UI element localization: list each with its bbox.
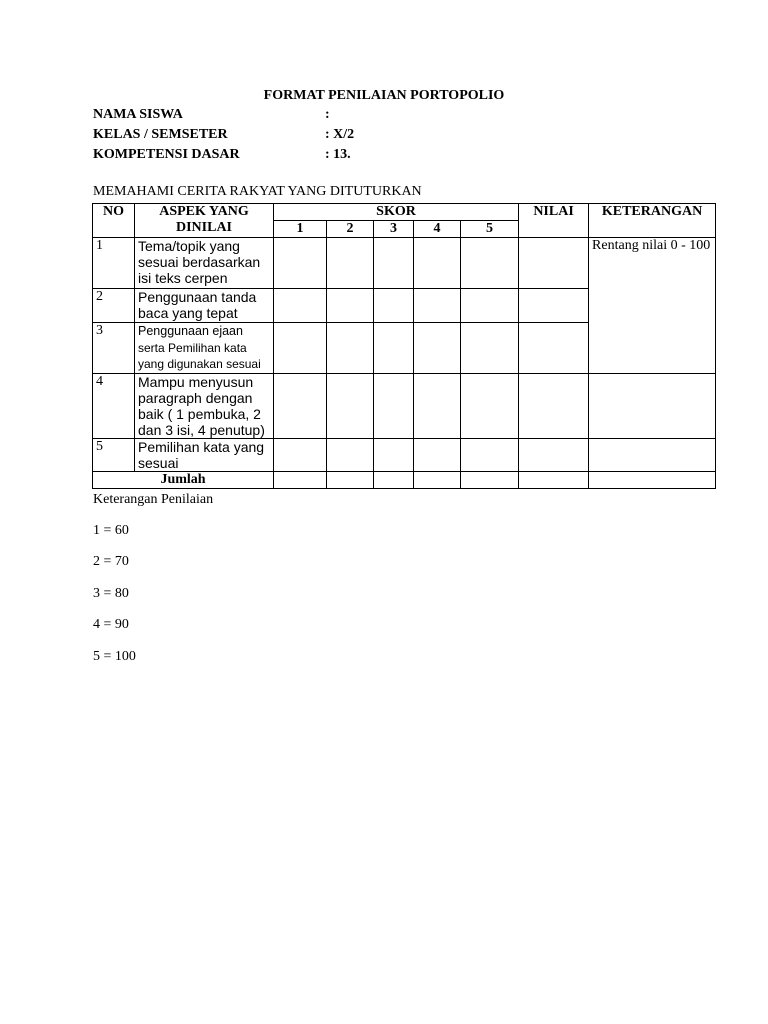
nilai-cell[interactable] <box>519 439 589 472</box>
info-label: KOMPETENSI DASAR <box>93 147 240 162</box>
score-cell[interactable] <box>414 323 461 374</box>
score-cell[interactable] <box>414 289 461 323</box>
score-cell[interactable] <box>327 374 374 439</box>
score-cell[interactable] <box>374 289 414 323</box>
row-aspek: Pemilihan kata yang sesuai <box>135 439 274 472</box>
jumlah-label: Jumlah <box>93 472 274 489</box>
row-aspek: Tema/topik yang sesuai berdasarkan isi teks cerpen <box>135 238 274 289</box>
score-cell[interactable] <box>327 238 374 289</box>
score-cell[interactable] <box>461 472 519 489</box>
header-nilai: NILAI <box>519 204 589 238</box>
score-cell[interactable] <box>374 439 414 472</box>
header-score-4: 4 <box>414 221 461 238</box>
score-cell[interactable] <box>461 323 519 374</box>
header-aspek <box>135 204 274 238</box>
score-cell[interactable] <box>327 289 374 323</box>
header-row <box>93 204 716 221</box>
nilai-cell[interactable] <box>519 238 589 289</box>
score-cell[interactable] <box>327 323 374 374</box>
row-no: 2 <box>93 289 135 323</box>
score-cell[interactable] <box>414 472 461 489</box>
nilai-cell[interactable] <box>519 323 589 374</box>
legend-item: 3 = 80 <box>93 586 129 601</box>
row-no: 5 <box>93 439 135 472</box>
score-cell[interactable] <box>414 439 461 472</box>
keterangan-cell: Rentang nilai 0 - 100 <box>589 238 716 374</box>
table-row <box>93 238 716 289</box>
score-cell[interactable] <box>274 472 327 489</box>
nilai-cell[interactable] <box>519 472 589 489</box>
score-cell[interactable] <box>327 472 374 489</box>
nilai-cell[interactable] <box>519 374 589 439</box>
header-skor: SKOR <box>274 204 519 221</box>
score-cell[interactable] <box>374 374 414 439</box>
header-no: NO <box>93 204 135 238</box>
keterangan-cell[interactable] <box>589 439 716 472</box>
header-score-1: 1 <box>274 221 327 238</box>
table-row <box>93 374 716 439</box>
score-cell[interactable] <box>461 439 519 472</box>
score-cell[interactable] <box>461 238 519 289</box>
score-cell[interactable] <box>274 374 327 439</box>
score-cell[interactable] <box>374 238 414 289</box>
legend-item: 5 = 100 <box>93 649 136 664</box>
header-keterangan: KETERANGAN <box>589 204 716 238</box>
header-score-2: 2 <box>327 221 374 238</box>
document-subtitle: MEMAHAMI CERITA RAKYAT YANG DITUTURKAN <box>93 184 422 199</box>
score-cell[interactable] <box>461 289 519 323</box>
score-cell[interactable] <box>274 289 327 323</box>
header-score-5: 5 <box>461 221 519 238</box>
document-title: FORMAT PENILAIAN PORTOPOLIO <box>263 88 505 103</box>
row-aspek: Mampu menyusun paragraph dengan baik ( 1 pembuka, 2 dan 3 isi, 4 penutup) <box>135 374 274 439</box>
info-value: : X/2 <box>325 127 355 142</box>
info-label: KELAS / SEMSETER <box>93 127 228 142</box>
row-aspek-line1: Penggunaan ejaan <box>138 324 243 338</box>
info-value: : <box>325 107 330 122</box>
legend-item: 2 = 70 <box>93 554 129 569</box>
score-cell[interactable] <box>374 472 414 489</box>
header-score-3: 3 <box>374 221 414 238</box>
score-cell[interactable] <box>461 374 519 439</box>
legend-item: 1 = 60 <box>93 523 129 538</box>
score-cell[interactable] <box>327 439 374 472</box>
keterangan-cell[interactable] <box>589 374 716 439</box>
score-cell[interactable] <box>414 374 461 439</box>
header-aspek-line2: DINILAI <box>175 220 232 235</box>
score-cell[interactable] <box>274 238 327 289</box>
nilai-cell[interactable] <box>519 289 589 323</box>
score-cell[interactable] <box>414 238 461 289</box>
header-aspek-line1: ASPEK YANG <box>159 204 249 219</box>
info-label: NAMA SISWA <box>93 107 183 122</box>
score-cell[interactable] <box>374 323 414 374</box>
legend-title: Keterangan Penilaian <box>93 492 214 507</box>
table-row <box>93 439 716 472</box>
score-cell[interactable] <box>274 439 327 472</box>
info-value: : 13. <box>325 147 351 162</box>
jumlah-row <box>93 472 716 489</box>
row-aspek-line2: serta Pemilihan kata yang digunakan sesuai <box>138 340 261 371</box>
legend-item: 4 = 90 <box>93 617 129 632</box>
row-no: 1 <box>93 238 135 289</box>
row-aspek: Penggunaan tanda baca yang tepat <box>135 289 274 323</box>
assessment-table <box>92 203 716 489</box>
score-cell[interactable] <box>274 323 327 374</box>
row-no: 4 <box>93 374 135 439</box>
keterangan-cell[interactable] <box>589 472 716 489</box>
row-no: 3 <box>93 323 135 374</box>
row-aspek <box>135 323 274 374</box>
